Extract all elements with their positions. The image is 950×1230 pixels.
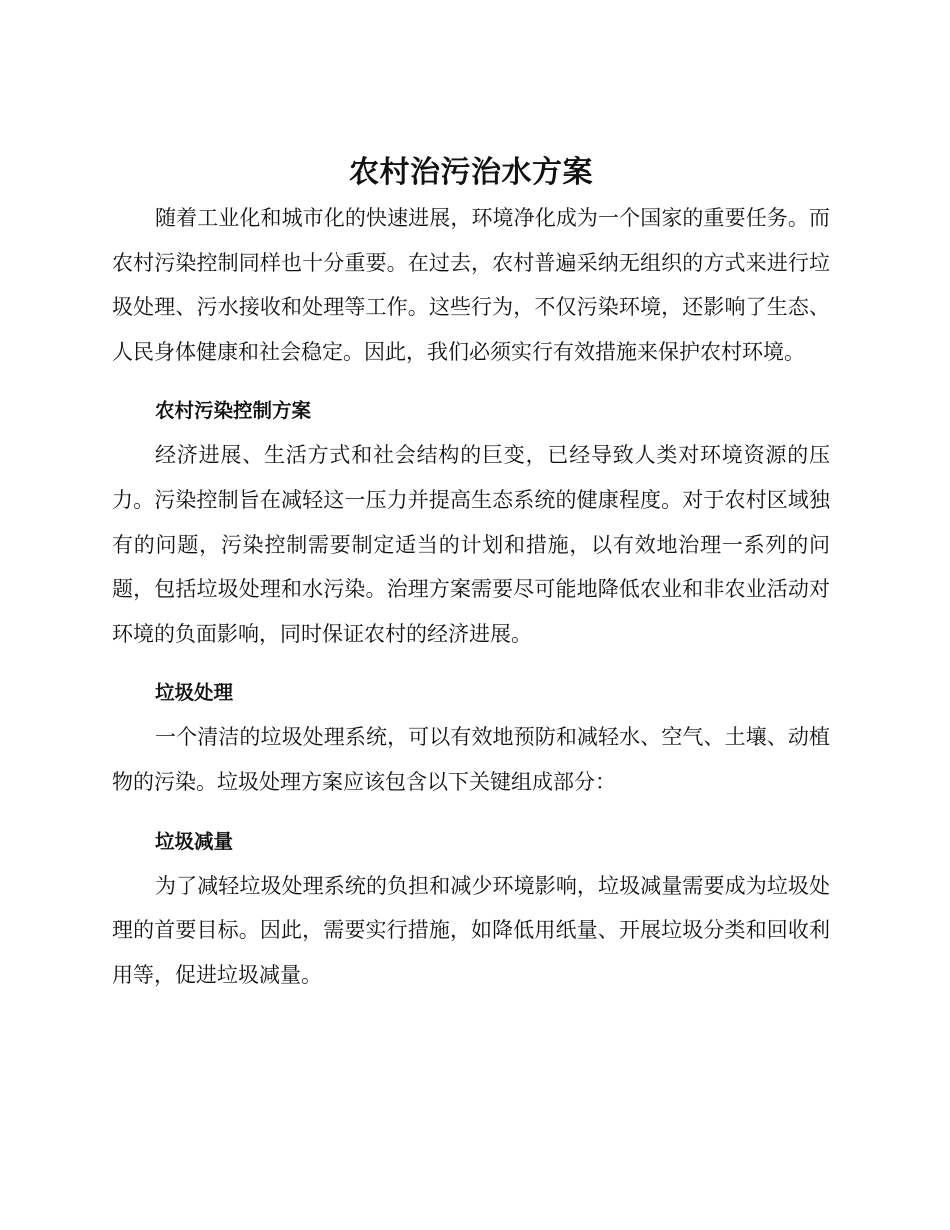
document-page bbox=[112, 150, 830, 997]
section-heading-waste-reduction: 垃圾减量 bbox=[155, 829, 234, 853]
section-heading-waste-treatment: 垃圾处理 bbox=[155, 681, 234, 705]
section-body-pollution-control: 经济进展、生活方式和社会结构的巨变，已经导致人类对环境资源的压力。污染控制旨在减轻这一压力并提高生态系统的健康程度。对于农村区域独有的问题，污染控制需要制定适当的计划和措施，以有效地治理一系列的问题，包括垃圾处理和水污染。治理方案需要尽可能地降低农业和非农业活动对环境的负面影响，同时保证农村的经济进展。 bbox=[112, 443, 830, 646]
document-title: 农村治污治水方案 bbox=[349, 155, 593, 190]
intro-paragraph: 随着工业化和城市化的快速进展，环境净化成为一个国家的重要任务。而农村污染控制同样也十分重要。在过去，农村普遍采纳无组织的方式来进行垃圾处理、污水接收和处理等工作。这些行为，不仅污染环境，还影响了生态、人民身体健康和社会稳定。因此，我们必须实行有效措施来保护农村环境。 bbox=[112, 206, 830, 364]
section-body-waste-treatment: 一个清洁的垃圾处理系统，可以有效地预防和减轻水、空气、土壤、动植物的污染。垃圾处理方案应该包含以下关键组成部分： bbox=[112, 725, 830, 794]
section-body-waste-reduction: 为了减轻垃圾处理系统的负担和减少环境影响，垃圾减量需要成为垃圾处理的首要目标。因此，需要实行措施，如降低用纸量、开展垃圾分类和回收利用等，促进垃圾减量。 bbox=[112, 873, 830, 987]
section-heading-pollution-control: 农村污染控制方案 bbox=[155, 399, 312, 423]
